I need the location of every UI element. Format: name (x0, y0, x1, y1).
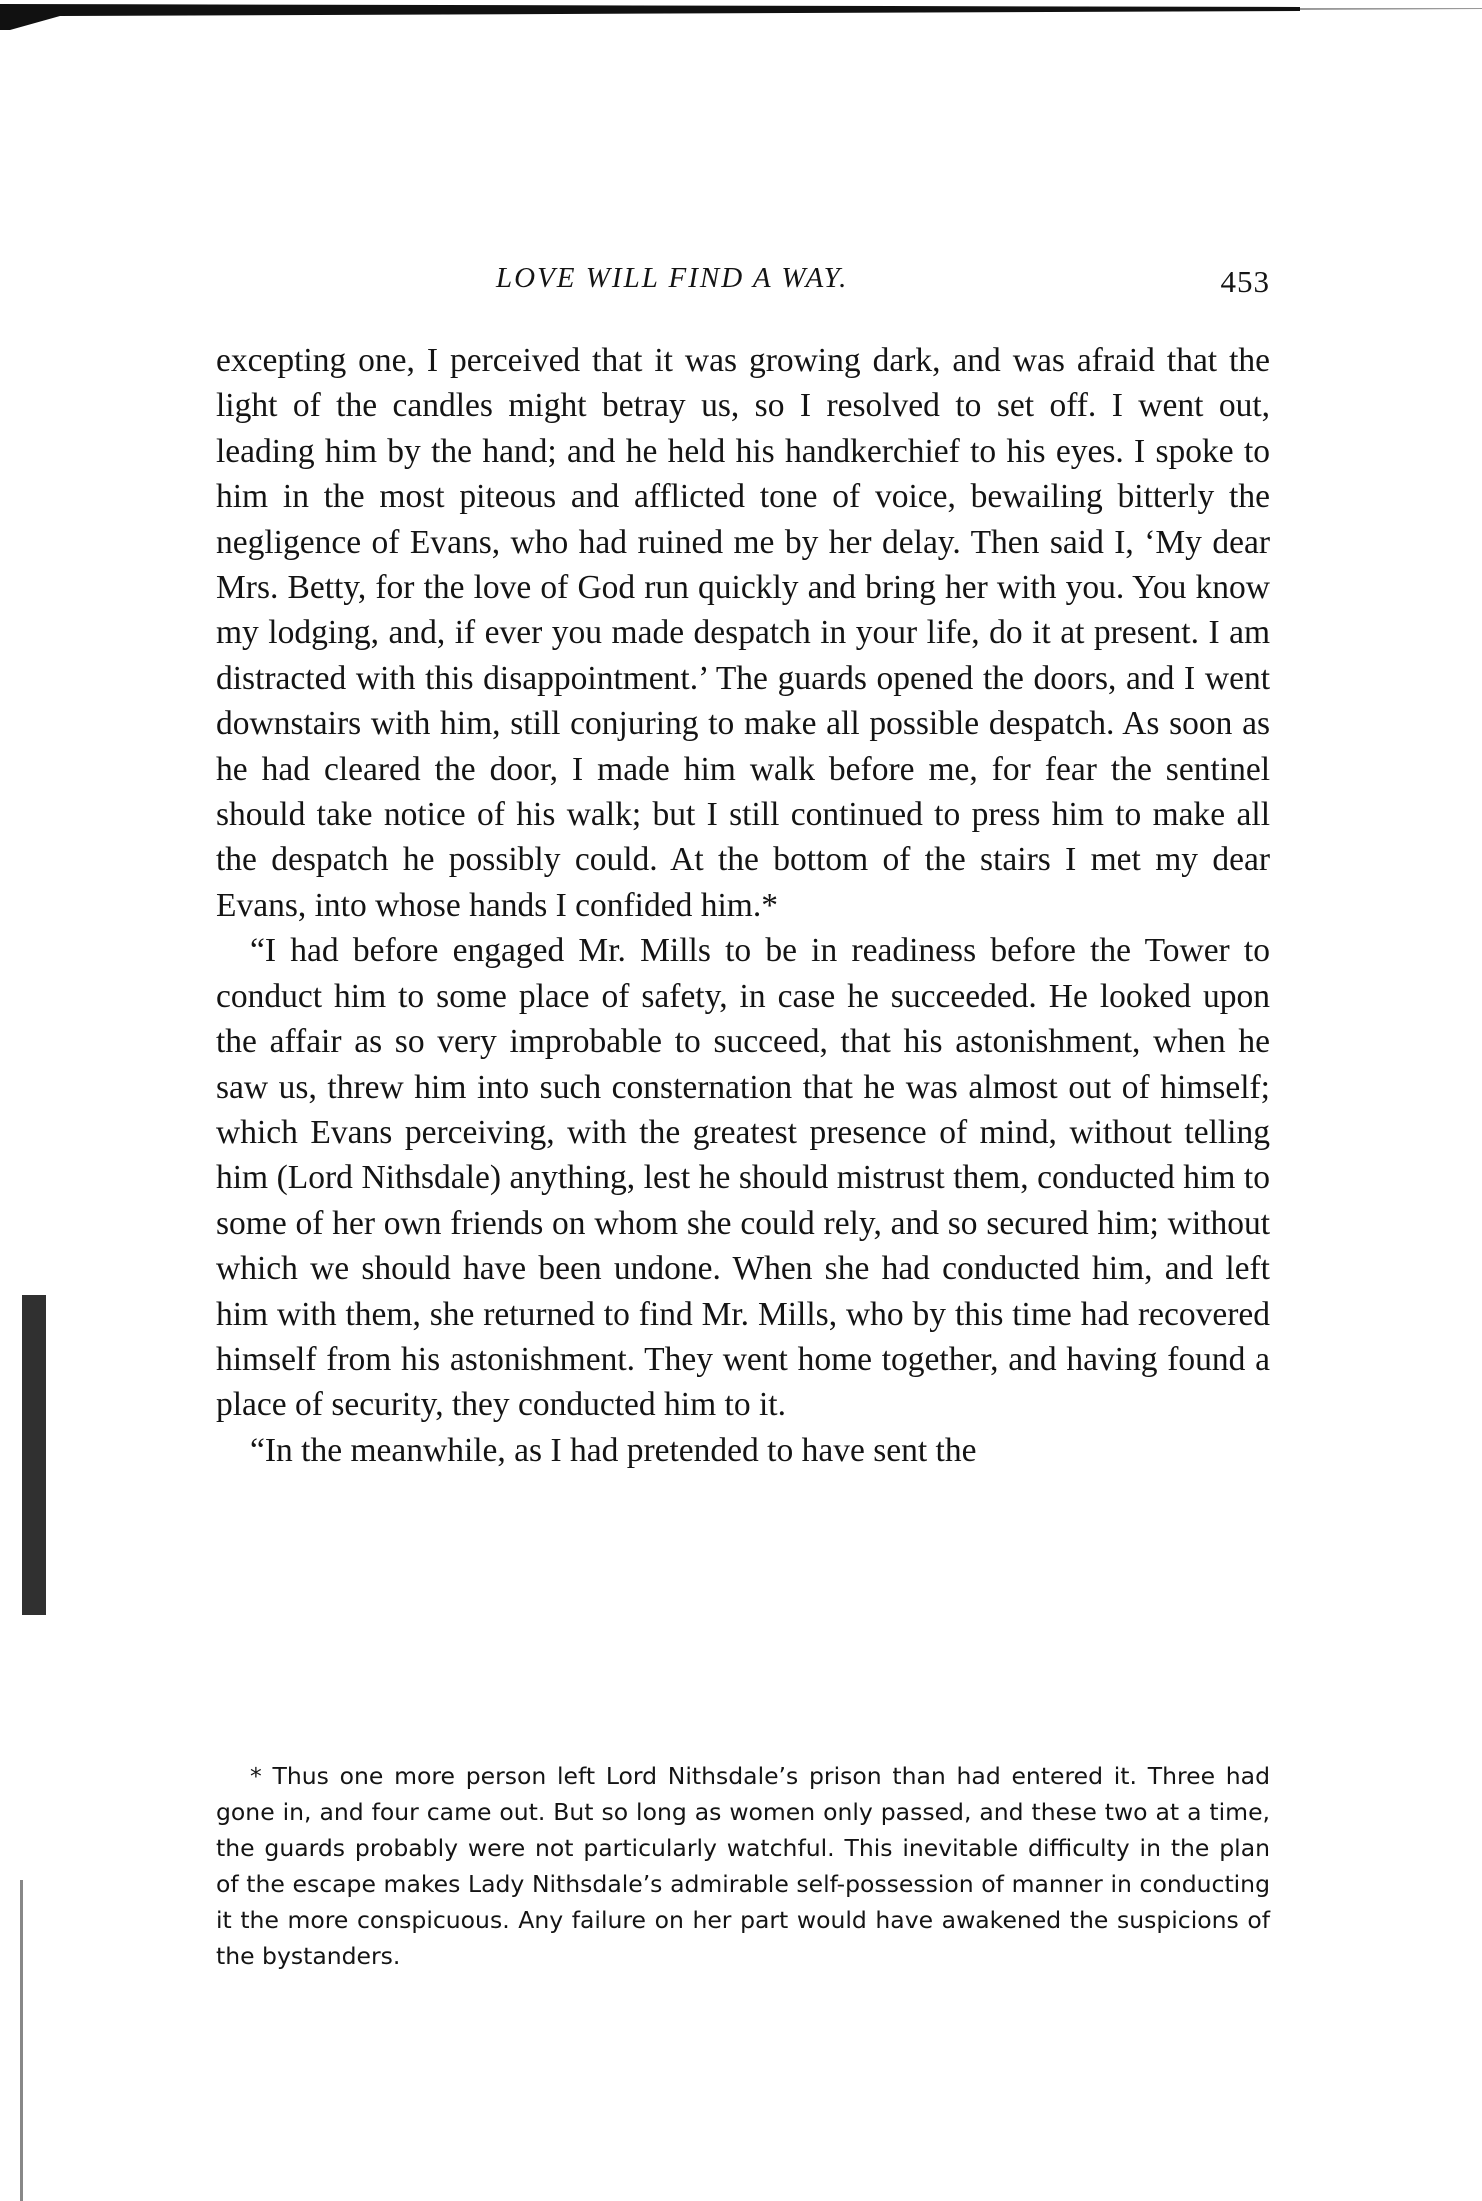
binding-shadow-mark (22, 1295, 46, 1615)
body-text (216, 338, 1270, 1473)
paragraph-1: excepting one, I perceived that it was growing dark, and was afraid that the light of the candles might betray us, so I resolved to set off. I went out, leading him by the hand; and he held his handkerchief to his eyes. I spoke to him in the most piteous and afflicted tone of voice, bewailing bitterly the negligence of Evans, who had ruined me by her delay. Then said I, ‘My dear Mrs. Betty, for the love of God run quickly and bring her with you. You know my lodging, and, if ever you made despatch in your life, do it at present. I am distracted with this disappointment.’ The guards opened the doors, and I went downstairs with him, still conjuring to make all possible despatch. As soon as he had cleared the door, I made him walk before me, for fear the sentinel should take notice of his walk; but I still continued to press him to make all the despatch he possibly could. At the bottom of the stairs I met my dear Evans, into whose hands I confided him.* (216, 342, 1270, 924)
top-scan-rule (0, 0, 1482, 30)
page-number: 453 (1220, 264, 1270, 299)
paragraph-2: “I had before engaged Mr. Mills to be in readiness before the Tower to conduct him to some place of safety, in case he succeeded. He looked upon the affair as so very improbable to succeed, that his astonishment, when he saw us, threw him into such consternation that he was almost out of himself; which Evans perceiving, with the greatest presence of mind, without telling him (Lord Nithsdale) anything, lest he should mistrust them, conducted him to some of her own friends on whom she could rely, and so secured him; without which we should have been undone. When she had conducted him, and left him with them, she returned to find Mr. Mills, who by this time had recovered himself from his astonishment. They went home together, and having found a place of security, they conducted him to it. (216, 932, 1270, 1424)
running-title: LOVE WILL FIND A WAY. (496, 262, 849, 294)
page-header (216, 262, 1270, 312)
footnote: * Thus one more person left Lord Nithsdale’s prison than had entered it. Three had gone in, and four came out. But so long as women only passed, and these two at a time, the guards probably were not particularly watchful. This inevitable difficulty in the plan of the escape makes Lady Nithsdale’s admirable self-possession of manner in conducting it the more conspicuous. Any failure on her part would have awakened the suspicions of the bystanders. (216, 1762, 1270, 1970)
page-edge-line (20, 1880, 23, 2201)
paragraph-3: “In the meanwhile, as I had pretended to have sent the (250, 1431, 977, 1469)
